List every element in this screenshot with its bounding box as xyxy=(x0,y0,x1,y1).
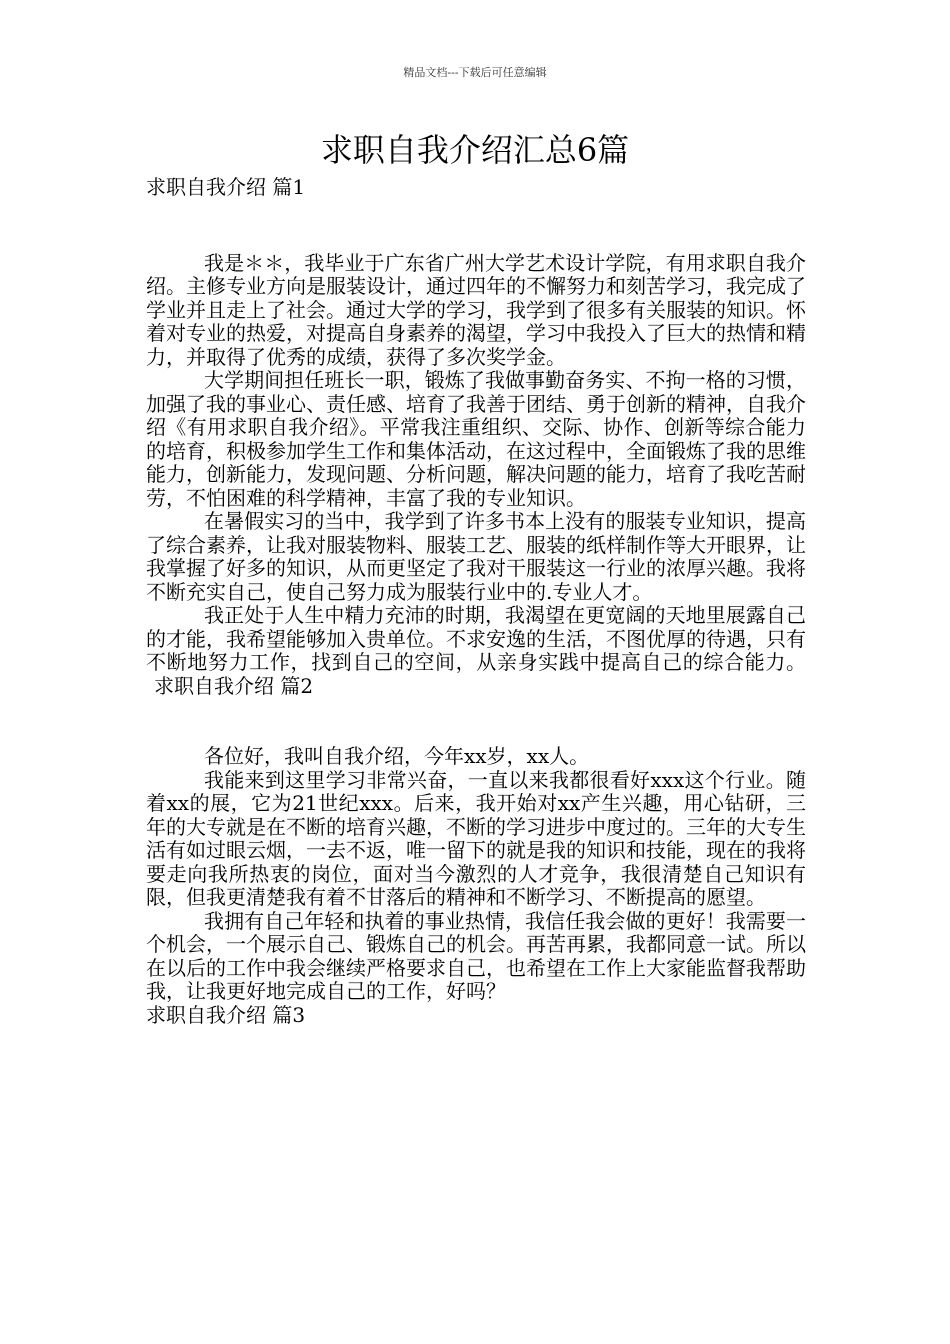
spacer xyxy=(146,200,806,252)
document-body xyxy=(146,176,806,1027)
paragraph: 各位好，我叫自我介绍，今年xx岁，xx人。 xyxy=(204,744,590,768)
section-heading-3: 求职自我介绍 篇3 xyxy=(146,1002,306,1027)
spacer xyxy=(146,698,806,745)
paragraph xyxy=(146,604,806,698)
page-header-note: 精品文档---下载后可任意编辑 xyxy=(403,66,547,79)
paragraph: 我是＊＊，我毕业于广东省广州大学艺术设计学院，有用求职自我介绍。主修专业方向是服装设计，通过四年的不懈努力和刻苦学习，我完成了学业并且走上了社会。通过大学的学习，我学到了很多有关服装的知识。怀着对专业的热爱，对提高自身素养的渴望，学习中我投入了巨大的热情和精力，并取得了优秀的成绩，获得了多次奖学金。 xyxy=(146,250,806,369)
paragraph: 大学期间担任班长一职，锻炼了我做事勤奋务实、不拘一格的习惯，加强了我的事业心、责任感、培育了我善于团结、勇于创新的精神，自我介绍《有用求职自我介绍》。平常我注重组织、交际、协作、创新等综合能力的培育，积极参加学生工作和集体活动，在这过程中，全面锻炼了我的思维能力，创新能力，发现问题、分析问题，解决问题的能力，培育了我吃苦耐劳，不怕困难的科学精神，丰富了我的专业知识。 xyxy=(146,368,806,510)
paragraph: 我拥有自己年轻和执着的事业热情，我信任我会做的更好！我需要一个机会，一个展示自己、锻炼自己的机会。再苦再累，我都同意一试。所以在以后的工作中我会继续严格要求自己，也希望在工作上大家能监督我帮助我，让我更好地完成自己的工作，好吗？ xyxy=(146,908,806,1003)
section-heading-2: 求职自我介绍 篇2 xyxy=(154,673,314,698)
paragraph: 我能来到这里学习非常兴奋，一直以来我都很看好xxx这个行业。随着xx的展，它为21世纪xxx。后来，我开始对xx产生兴趣，用心钻研，三年的大专就是在不断的培育兴趣，不断的学习进步中度过的。三年的大专生活有如过眼云烟，一去不返，唯一留下的就是我的知识和技能，现在的我将要走向我所热衷的岗位，面对当今激烈的人才竞争，我很清楚自己知识有限，但我更清楚我有着不甘落后的精神和不断学习、不断提高的愿望。 xyxy=(146,767,806,909)
paragraph: 在暑假实习的当中，我学到了许多书本上没有的服装专业知识，提高了综合素养，让我对服装物料、服装工艺、服装的纸样制作等大开眼界，让我掌握了好多的知识，从而更坚定了我对干服装这一行业的浓厚兴趣。我将不断充实自己，使自己努力成为服装行业中的.专业人才。 xyxy=(146,509,806,604)
paragraph-text: 我正处于人生中精力充沛的时期，我渴望在更宽阔的天地里展露自己的才能，我希望能够加入贵单位。不求安逸的生活，不图优厚的待遇，只有不断地努力工作，找到自己的空间，从亲身实践中提高自己的综合能力。 xyxy=(146,603,806,674)
section-heading-1: 求职自我介绍 篇1 xyxy=(146,175,306,199)
document-title: 求职自我介绍汇总6篇 xyxy=(320,131,630,169)
